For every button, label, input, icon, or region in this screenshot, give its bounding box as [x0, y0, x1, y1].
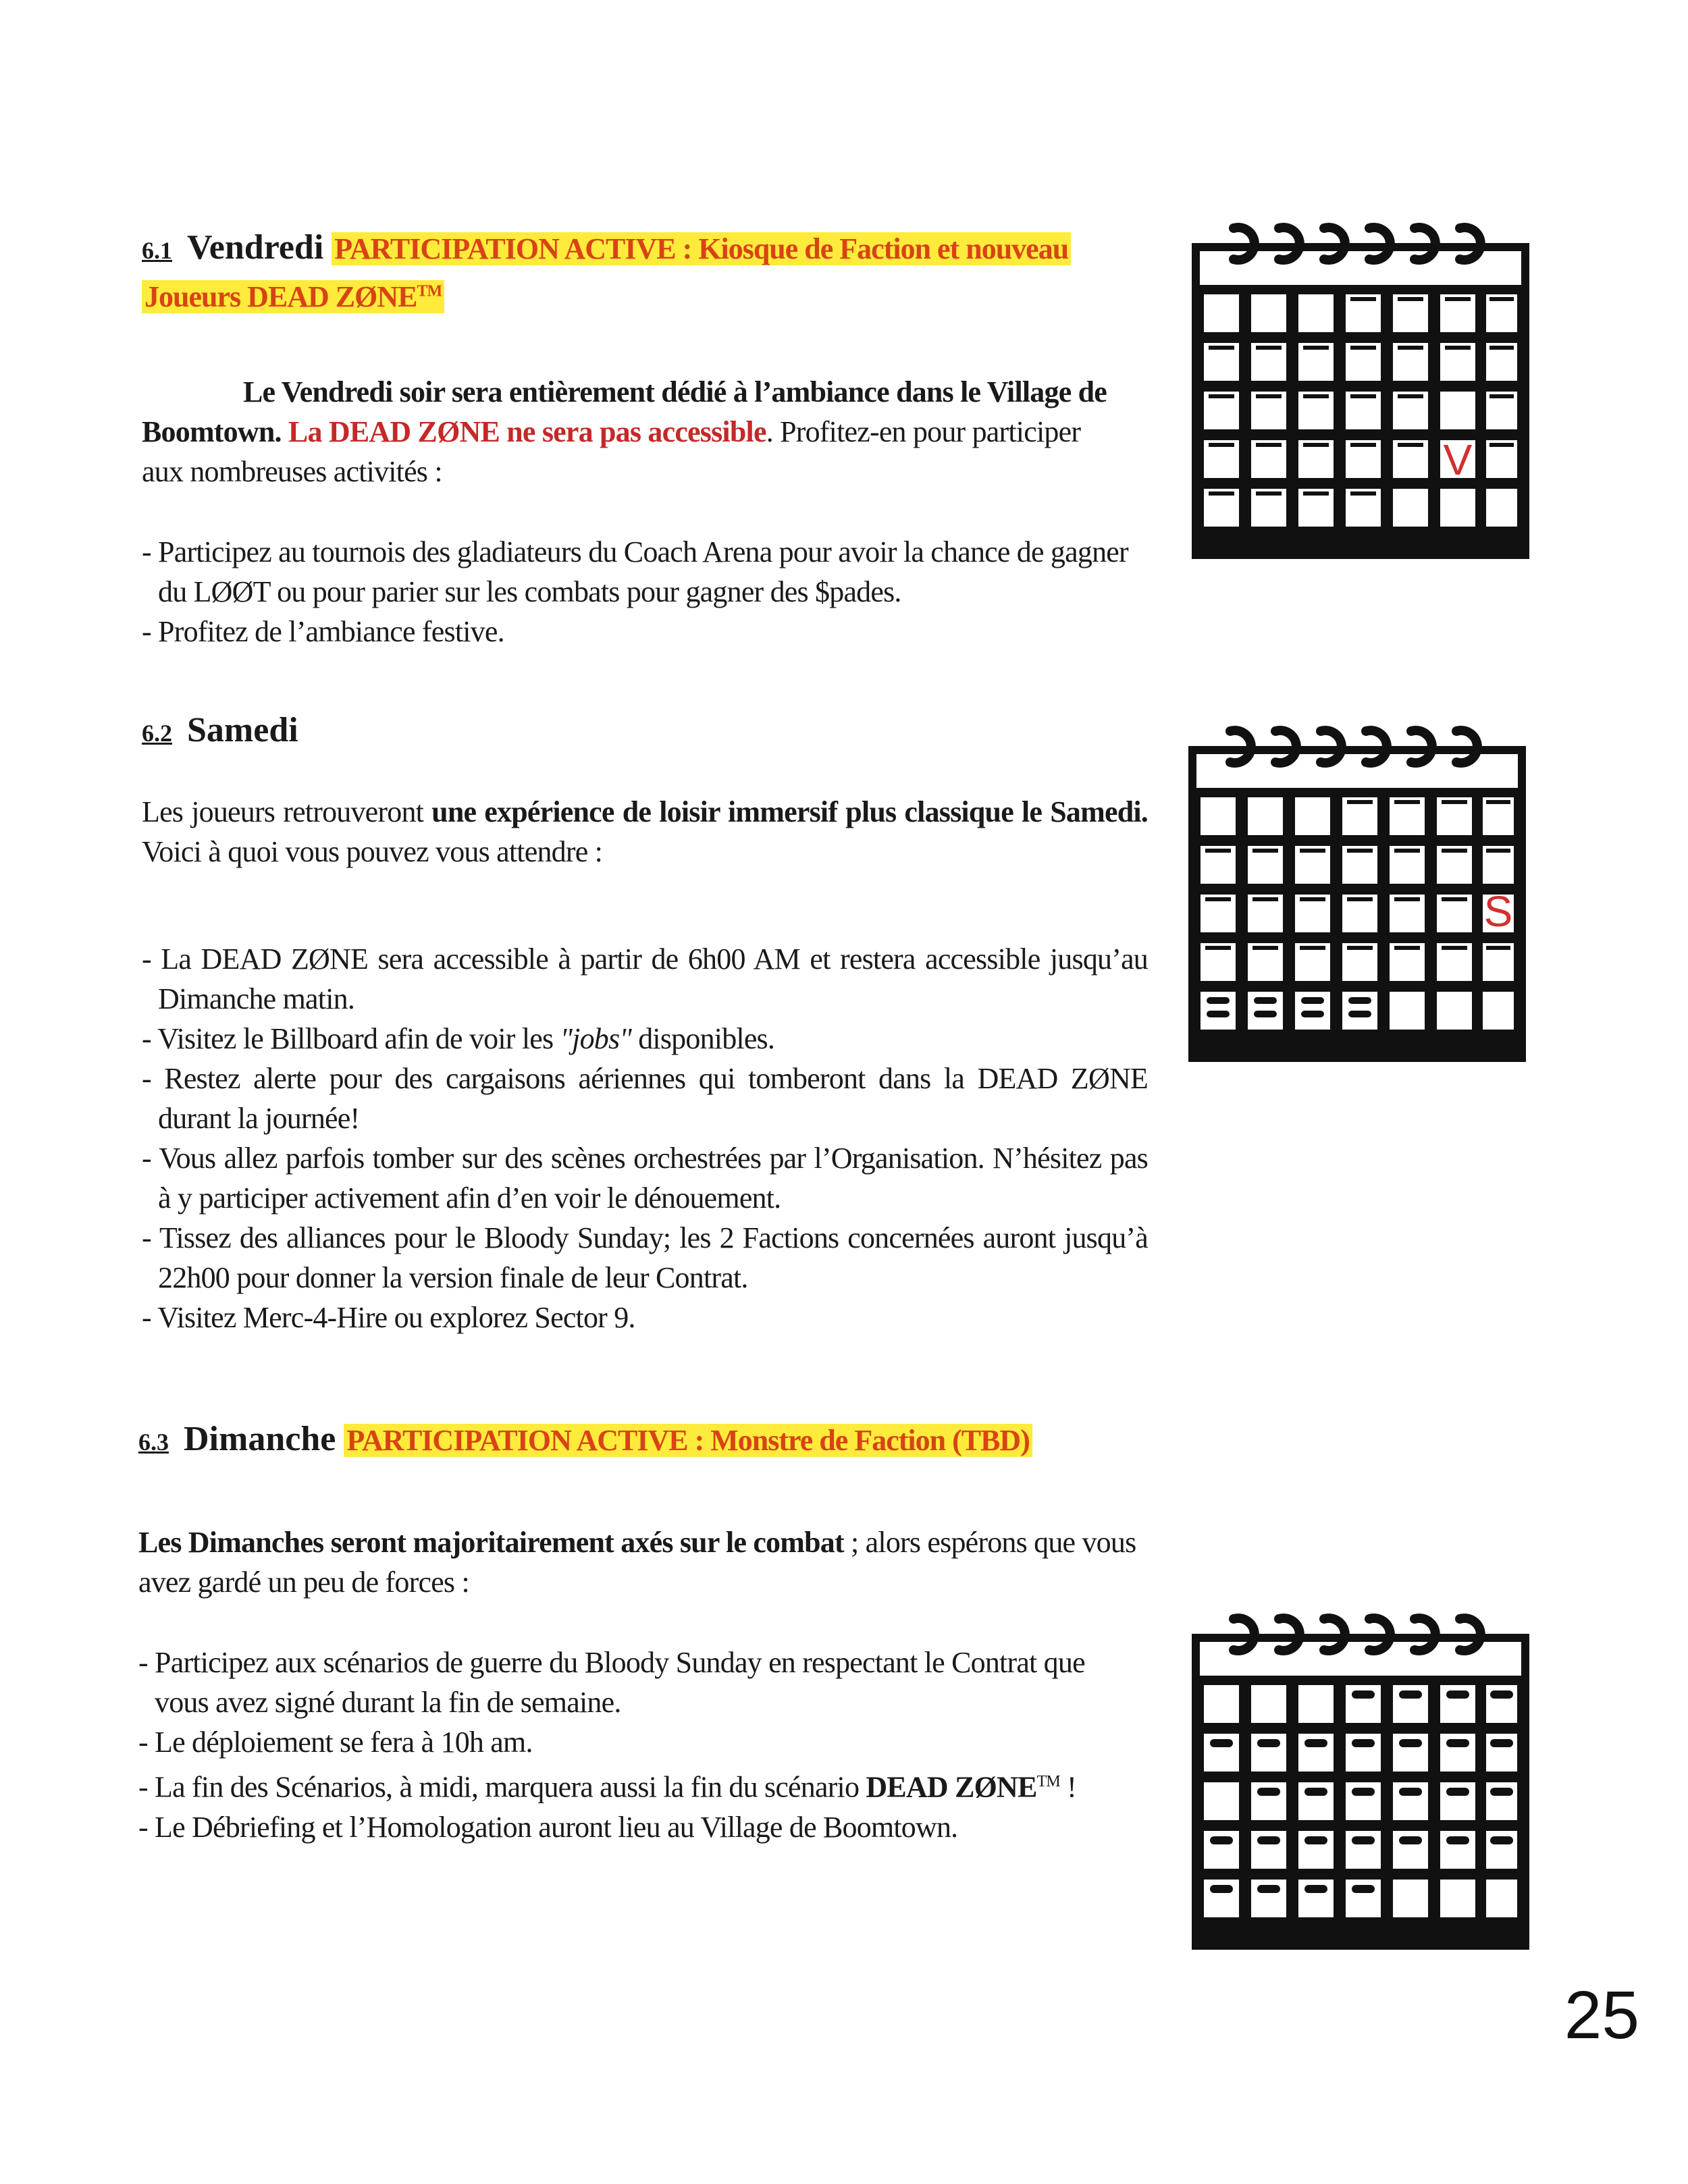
calendar-icon [1192, 216, 1529, 560]
section-title: Vendredi [187, 228, 324, 267]
section-number: 6.3 [138, 1429, 169, 1456]
activity-list [142, 939, 1148, 1337]
activity-list [138, 1643, 1144, 1847]
list-item: - Profitez de l’ambiance festive. [142, 614, 504, 648]
highlight-label: PARTICIPATION ACTIVE : Kiosque de Faction et nouveau [332, 232, 1071, 265]
section-heading [142, 709, 1148, 754]
list-item: - Participez aux scénarios de guerre du Bloody Sunday en respectant le Contrat que vous avez signé durant la fin de semaine. [138, 1646, 1085, 1719]
list-item: - Le déploiement se fera à 10h am. [138, 1726, 533, 1759]
intro-paragraph: Les joueurs retrouveront une expérience de loisir immersif plus classique le Samedi. Voici à quoi vous pouvez vous attendre : [142, 795, 1148, 868]
list-item: - Le Débriefing et l’Homologation auront lieu au Village de Boomtown. [138, 1810, 958, 1844]
list-item: - Participez au tournois des gladiateurs du Coach Arena pour avoir la chance de gagner du LØØT ou pour parier sur les combats pour gagner des $pades. [142, 535, 1128, 608]
list-item: - Vous allez parfois tomber sur des scènes orchestrées par l’Organisation. N’hésitez pas à y participer activement afin d’en voir le dénouement. [142, 1142, 1148, 1215]
list-item: - La fin des Scénarios, à midi, marquera aussi la fin du scénario DEAD ZØNE™ ! [138, 1770, 1077, 1804]
section-number: 6.2 [142, 720, 172, 747]
page-number: 25 [1564, 1977, 1639, 2053]
section-title: Dimanche [184, 1420, 336, 1458]
section-number: 6.1 [142, 237, 172, 264]
list-item: - Visitez le Billboard afin de voir les "jobs" disponibles. [142, 1022, 775, 1055]
intro-paragraph: Les Dimanches seront majoritairement axés sur le combat ; alors espérons que vous avez gardé un peu de forces : [138, 1526, 1136, 1599]
highlight-label: Joueurs DEAD ZØNE™ [142, 280, 444, 313]
list-item: - Tissez des alliances pour le Bloody Sunday; les 2 Factions concernées auront jusqu’à 22h00 pour donner la version finale de leur Contrat. [142, 1221, 1148, 1294]
list-item: - La DEAD ZØNE sera accessible à partir de 6h00 AM et restera accessible jusqu’au Dimanche matin. [142, 942, 1148, 1015]
activity-list [142, 532, 1148, 651]
highlight-label: PARTICIPATION ACTIVE : Monstre de Faction (TBD) [344, 1424, 1032, 1457]
intro-line: Le Vendredi soir sera entièrement dédié à l’ambiance dans le Village de [243, 375, 1107, 408]
intro-paragraph: Boomtown. La DEAD ZØNE ne sera pas accessible. Profitez-en pour participer aux nombreuses activités : [142, 415, 1081, 488]
warning-text: La DEAD ZØNE ne sera pas accessible [288, 415, 766, 448]
calendar-icon [1188, 719, 1526, 1063]
calendar-day-letter: V [1443, 435, 1473, 484]
section-heading [142, 226, 1148, 271]
section-title: Samedi [187, 711, 298, 749]
section-samedi [142, 709, 1148, 1337]
section-heading [138, 1418, 1144, 1463]
calendar-icon [1192, 1607, 1529, 1951]
section-vendredi [142, 226, 1148, 651]
section-heading-line2 [142, 270, 1148, 318]
list-item: - Restez alerte pour des cargaisons aériennes qui tomberont dans la DEAD ZØNE durant la journée! [142, 1062, 1148, 1135]
calendar-day-letter: S [1483, 887, 1513, 936]
list-item: - Visitez Merc-4-Hire ou explorez Sector 9. [142, 1301, 635, 1334]
section-dimanche [138, 1418, 1144, 1847]
